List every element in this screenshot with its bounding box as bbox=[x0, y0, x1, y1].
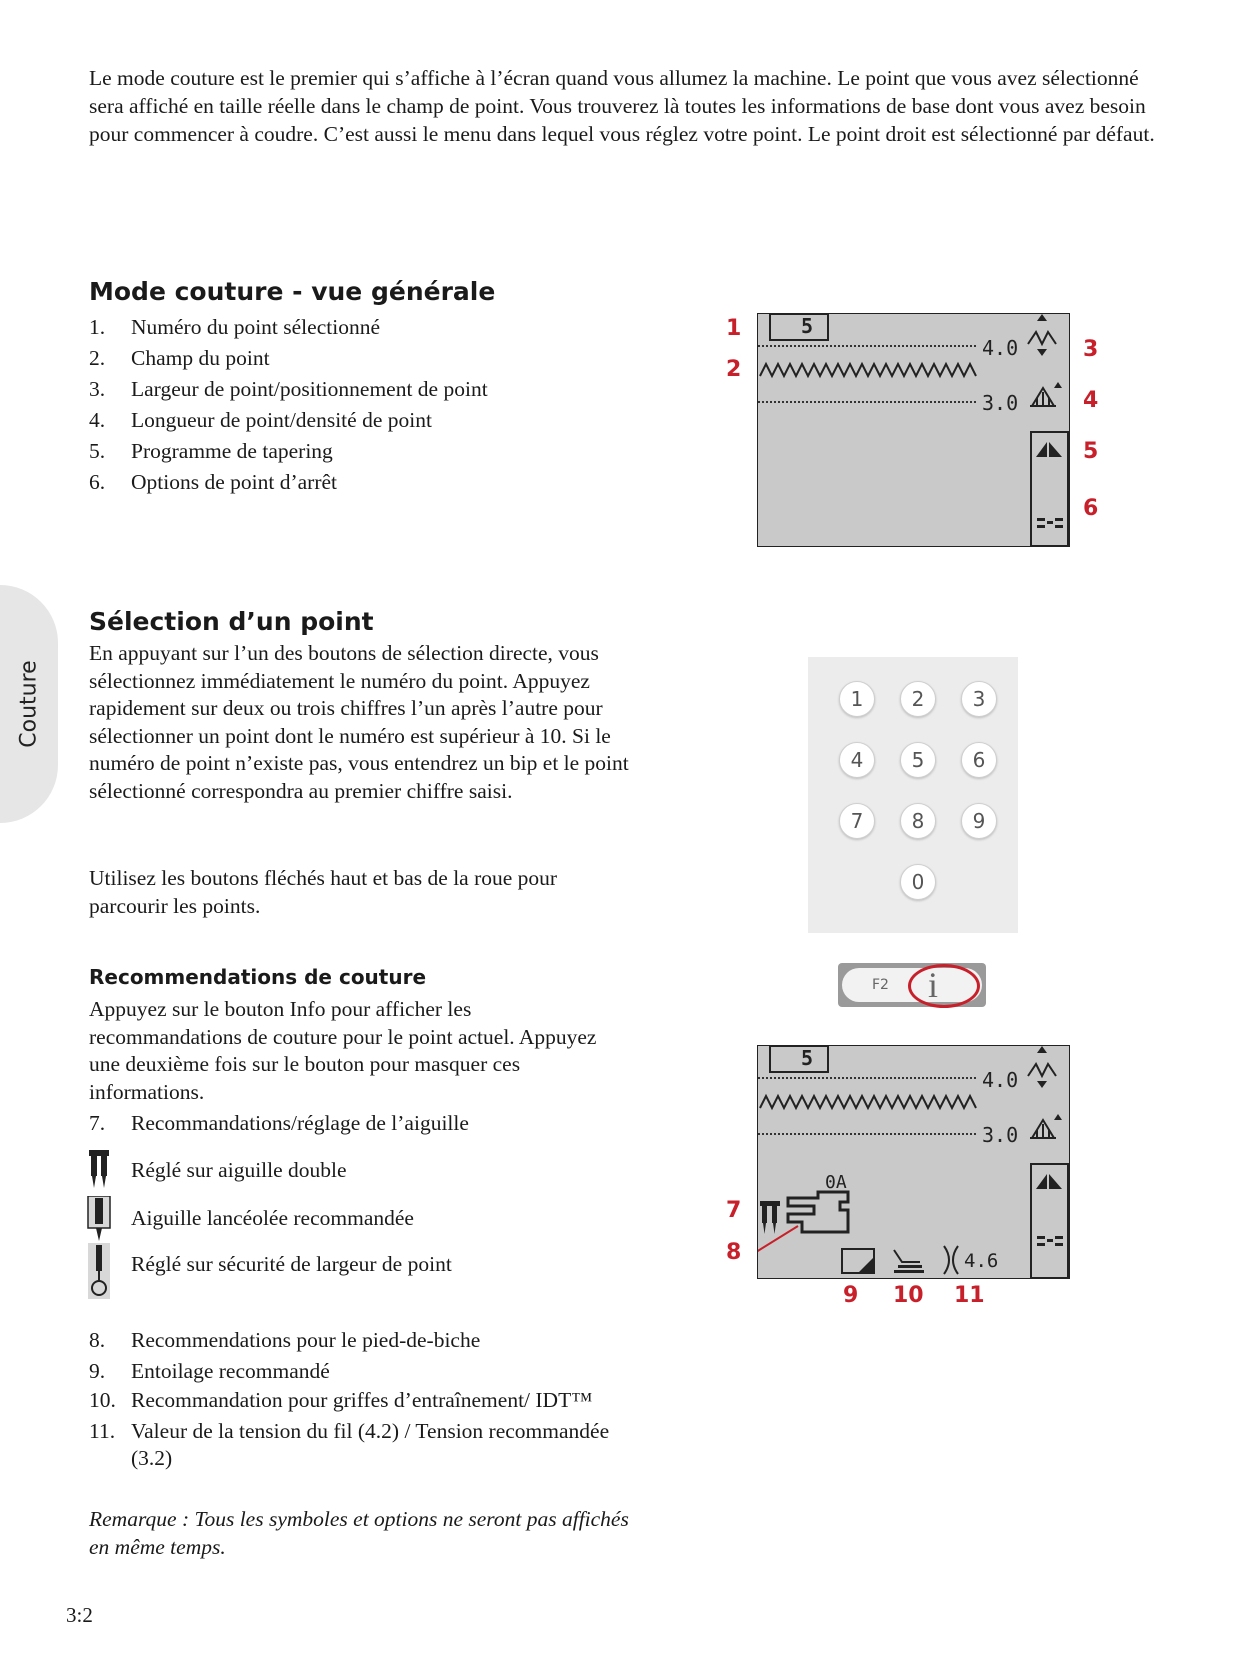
overview-list bbox=[89, 312, 649, 498]
stitch-number-box bbox=[770, 1046, 828, 1072]
list-item: 2. Champ du point bbox=[89, 346, 270, 370]
selection-paragraph-2: Utilisez les boutons fléchés haut et bas de la roue pour parcourir les points. bbox=[89, 866, 558, 918]
key-7[interactable]: 7 bbox=[839, 803, 875, 839]
recommendations-paragraph: Appuyez sur le bouton Info pour afficher les recommandations de couture pour le point actuel. Appuyez une deuxième fois sur le bouton pour masquer ces informations. bbox=[89, 997, 597, 1104]
info-button[interactable]: i bbox=[928, 965, 939, 1005]
double-needle-icon bbox=[760, 1201, 780, 1234]
note: Remarque : Tous les symboles et options ne seront pas affichés en même temps. bbox=[89, 1507, 629, 1559]
key-4[interactable]: 4 bbox=[839, 742, 875, 778]
width-safety-icon bbox=[86, 1243, 112, 1299]
list-item: 4. Longueur de point/densité de point bbox=[89, 408, 432, 432]
list-item: 1. Numéro du point sélectionné bbox=[89, 315, 380, 339]
selection-paragraph: En appuyant sur l’un des boutons de sélection directe, vous sélectionnez immédiatement le numéro du point. Appuyez rapidement sur deux ou trois chiffres l’un après l’autre pour sélectionner un point dont le numéro est supérieur à 10. Si le numéro de point n’existe pas, vous entendrez un bip et le point sélectionné correspondra au premier chiffre saisi. bbox=[89, 641, 629, 803]
key-2[interactable]: 2 bbox=[900, 681, 936, 717]
list-item: 7. Recommandations/réglage de l’aiguille bbox=[89, 1111, 469, 1135]
key-9[interactable]: 9 bbox=[961, 803, 997, 839]
recommendations-list-7 bbox=[89, 1108, 649, 1139]
chapter-tab-label: Couture bbox=[16, 660, 42, 748]
stitch-number-box bbox=[770, 314, 828, 340]
list-item: 5. Programme de tapering bbox=[89, 439, 333, 463]
callout-5: 5 bbox=[1083, 439, 1099, 464]
intro-paragraph: Le mode couture est le premier qui s’affiche à l’écran quand vous allumez la machine. Le point que vous avez sélectionné sera affiché en taille réelle dans le champ de point. Vous trouverez là toutes les informations de base dont vous avez besoin pour commencer à coudre. C’est aussi le menu dans lequel vous réglez votre point. Le point droit est sélectionné par défaut. bbox=[89, 66, 1155, 146]
stabilizer-icon bbox=[842, 1249, 874, 1273]
sewing-mode-screen bbox=[757, 313, 1070, 547]
presser-foot-label: 0A bbox=[825, 1172, 847, 1193]
button-bar bbox=[838, 963, 986, 1007]
width-value: 4.0 bbox=[982, 336, 1019, 360]
feed-dogs-icon bbox=[894, 1250, 924, 1273]
key-0[interactable]: 0 bbox=[900, 864, 936, 900]
stitch-width-icon bbox=[1028, 1046, 1056, 1088]
screen-graphics bbox=[758, 314, 1069, 546]
key-6[interactable]: 6 bbox=[961, 742, 997, 778]
width-value: 4.0 bbox=[982, 1068, 1019, 1092]
zigzag-stitch-preview bbox=[760, 364, 976, 376]
stitch-length-icon bbox=[1030, 1114, 1062, 1138]
tapering-icon bbox=[1036, 442, 1062, 457]
f2-button[interactable]: F2 bbox=[872, 977, 889, 993]
tension-value: 4.6 bbox=[964, 1250, 999, 1272]
callout-2: 2 bbox=[726, 357, 742, 382]
key-5[interactable]: 5 bbox=[900, 742, 936, 778]
callout-10: 10 bbox=[893, 1283, 924, 1308]
list-item: 6. Options de point d’arrêt bbox=[89, 470, 337, 494]
key-1[interactable]: 1 bbox=[839, 681, 875, 717]
callout-3: 3 bbox=[1083, 337, 1099, 362]
key-3[interactable]: 3 bbox=[961, 681, 997, 717]
callout-7: 7 bbox=[726, 1198, 742, 1223]
list-item: 3. Largeur de point/positionnement de point bbox=[89, 377, 488, 401]
list-item: 8. Recommendations pour le pied-de-biche bbox=[89, 1328, 481, 1352]
stitch-number: 5 bbox=[801, 314, 814, 338]
overview-heading: Mode couture - vue générale bbox=[89, 277, 496, 306]
stitch-length-icon bbox=[1030, 382, 1062, 406]
list-item: 10. Recommandation pour griffes d’entraînement/ IDT™ bbox=[89, 1388, 593, 1412]
callout-9: 9 bbox=[843, 1283, 859, 1308]
callout-11: 11 bbox=[954, 1283, 985, 1308]
tie-off-icon bbox=[1037, 518, 1063, 528]
stitch-number: 5 bbox=[801, 1046, 814, 1070]
icon-item-label: Réglé sur sécurité de largeur de point bbox=[131, 1252, 452, 1276]
zigzag-stitch-preview bbox=[760, 1096, 976, 1108]
page-number: 3:2 bbox=[66, 1603, 93, 1627]
callout-6: 6 bbox=[1083, 496, 1099, 521]
icon-item-label: Réglé sur aiguille double bbox=[131, 1158, 347, 1182]
callout-4: 4 bbox=[1083, 388, 1099, 413]
list-item: 11. Valeur de la tension du fil (4.2) / Tension recommandée (3.2) bbox=[89, 1419, 610, 1470]
key-8[interactable]: 8 bbox=[900, 803, 936, 839]
direct-selection-keypad bbox=[808, 657, 1018, 933]
tapering-icon bbox=[1036, 1174, 1062, 1189]
length-value: 3.0 bbox=[982, 1123, 1019, 1147]
callout-1: 1 bbox=[726, 316, 742, 341]
selection-heading: Sélection d’un point bbox=[89, 607, 374, 636]
thread-tension-icon bbox=[944, 1246, 958, 1274]
recommendations-screen bbox=[757, 1045, 1070, 1279]
recommendations-heading: Recommendations de couture bbox=[89, 965, 427, 989]
icon-item-label: Aiguille lancéolée recommandée bbox=[131, 1206, 414, 1230]
wing-needle-icon bbox=[86, 1196, 112, 1242]
callout-8: 8 bbox=[726, 1240, 742, 1265]
screen-graphics bbox=[758, 1046, 1069, 1278]
stitch-width-icon bbox=[1028, 314, 1056, 356]
list-item: 9. Entoilage recommandé bbox=[89, 1359, 330, 1383]
double-needle-icon bbox=[86, 1150, 112, 1190]
info-button-highlight bbox=[908, 964, 980, 1008]
tie-off-icon bbox=[1037, 1236, 1063, 1246]
recommendations-list bbox=[89, 1325, 649, 1476]
length-value: 3.0 bbox=[982, 391, 1019, 415]
